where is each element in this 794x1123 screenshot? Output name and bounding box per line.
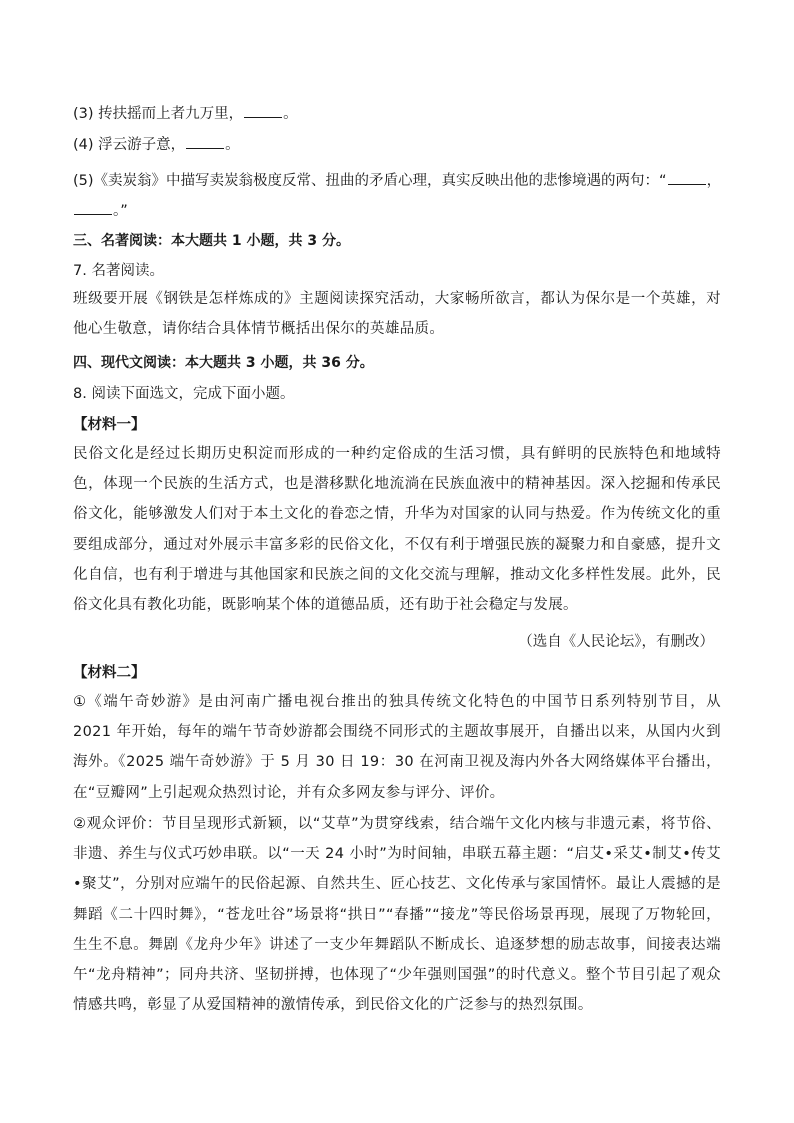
material-2-paragraph-1: ①《端午奇妙游》是由河南广播电视台推出的独具传统文化特色的中国节日系列特别节目，从 2021 年开始，每年的端午节奇妙游都会围绕不同形式的主题故事展开，自播出以来，从国内火到海外。《2025 端午奇妙游》于 5 月 30 日 19：30 在河南卫视及海内外各大网络媒体平台播出，在“豆瓣网”上引起观众热烈讨论，并有众多网友参与评分、评价。	[73, 694, 721, 801]
answer-blank[interactable]	[74, 201, 112, 215]
question-8-title: 8. 阅读下面选文，完成下面小题。	[73, 386, 295, 402]
question-4-text: (4) 浮云游子意，	[73, 137, 186, 153]
question-7-body: 班级要开展《钢铁是怎样炼成的》主题阅读探究活动，大家畅所欲言，都认为保尔是一个英雄，对他心生敬意，请你结合具体情节概括出保尔的英雄品质。	[73, 291, 721, 338]
question-3: (3) 抟扶摇而上者九万里， 。	[73, 106, 298, 122]
material-1-body: 民俗文化是经过长期历史积淀而形成的一种约定俗成的生活习惯，具有鲜明的民族特色和地域特色，体现一个民族的生活方式，也是潜移默化地流淌在民族血液中的精神基因。深入挖掘和传承民俗文化，能够激发人们对于本土文化的眷恋之情，升华为对国家的认同与热爱。作为传统文化的重要组成部分，通过对外展示丰富多彩的民俗文化，不仅有利于增强民族的凝聚力和自豪感，提升文化自信，也有利于增进与其他国家和民族之间的文化交流与理解，推动文化多样性发展。此外，民俗文化具有教化功能，既影响某个体的道德品质，还有助于社会稳定与发展。	[73, 446, 721, 614]
section-4-heading: 四、现代文阅读：本大题共 3 小题，共 36 分。	[73, 355, 374, 371]
question-5: (5)《卖炭翁》中描写卖炭翁极度反常、扭曲的矛盾心理，真实反映出他的悲惨境遇的两句：“ ， 。”	[73, 173, 722, 219]
question-4: (4) 浮云游子意， 。	[73, 137, 240, 153]
answer-blank[interactable]	[668, 171, 706, 185]
question-5-text: (5)《卖炭翁》中描写卖炭翁极度反常、扭曲的矛盾心理，真实反映出他的悲惨境遇的两句：“	[73, 173, 667, 189]
section-3-heading: 三、名著阅读：本大题共 1 小题，共 3 分。	[73, 233, 350, 249]
answer-blank[interactable]	[244, 104, 282, 118]
material-1-source: （选自《人民论坛》，有删改）	[518, 634, 714, 650]
material-2-label: 【材料二】	[73, 665, 146, 681]
question-3-text: (3) 抟扶摇而上者九万里，	[73, 106, 244, 122]
answer-blank[interactable]	[186, 135, 224, 149]
material-1-label: 【材料一】	[73, 417, 146, 433]
material-2-paragraph-2: ②观众评价：节目呈现形式新颖，以“艾草”为贯穿线索，结合端午文化内核与非遗元素，将节俗、非遗、养生与仪式巧妙串联。以“一天 24 小时”为时间轴，串联五幕主题：“启艾•采艾•制艾•传艾•聚艾”，分别对应端午的民俗起源、自然共生、匠心技艺、文化传承与家国情怀。最让人震撼的是舞蹈《二十四时舞》，“苍龙吐谷”场景将“拱日”“春播”“接龙”等民俗场景再现，展现了万物轮回，生生不息。舞剧《龙舟少年》讲述了一支少年舞蹈队不断成长、追逐梦想的励志故事，间接表达端午“龙舟精神”；同舟共济、坚韧拼搏，也体现了“少年强则国强”的时代意义。整个节目引起了观众情感共鸣，彰显了从爱国精神的激情传承，到民俗文化的广泛参与的热烈氛围。	[73, 816, 721, 1014]
question-7-title: 7. 名著阅读。	[73, 263, 164, 279]
